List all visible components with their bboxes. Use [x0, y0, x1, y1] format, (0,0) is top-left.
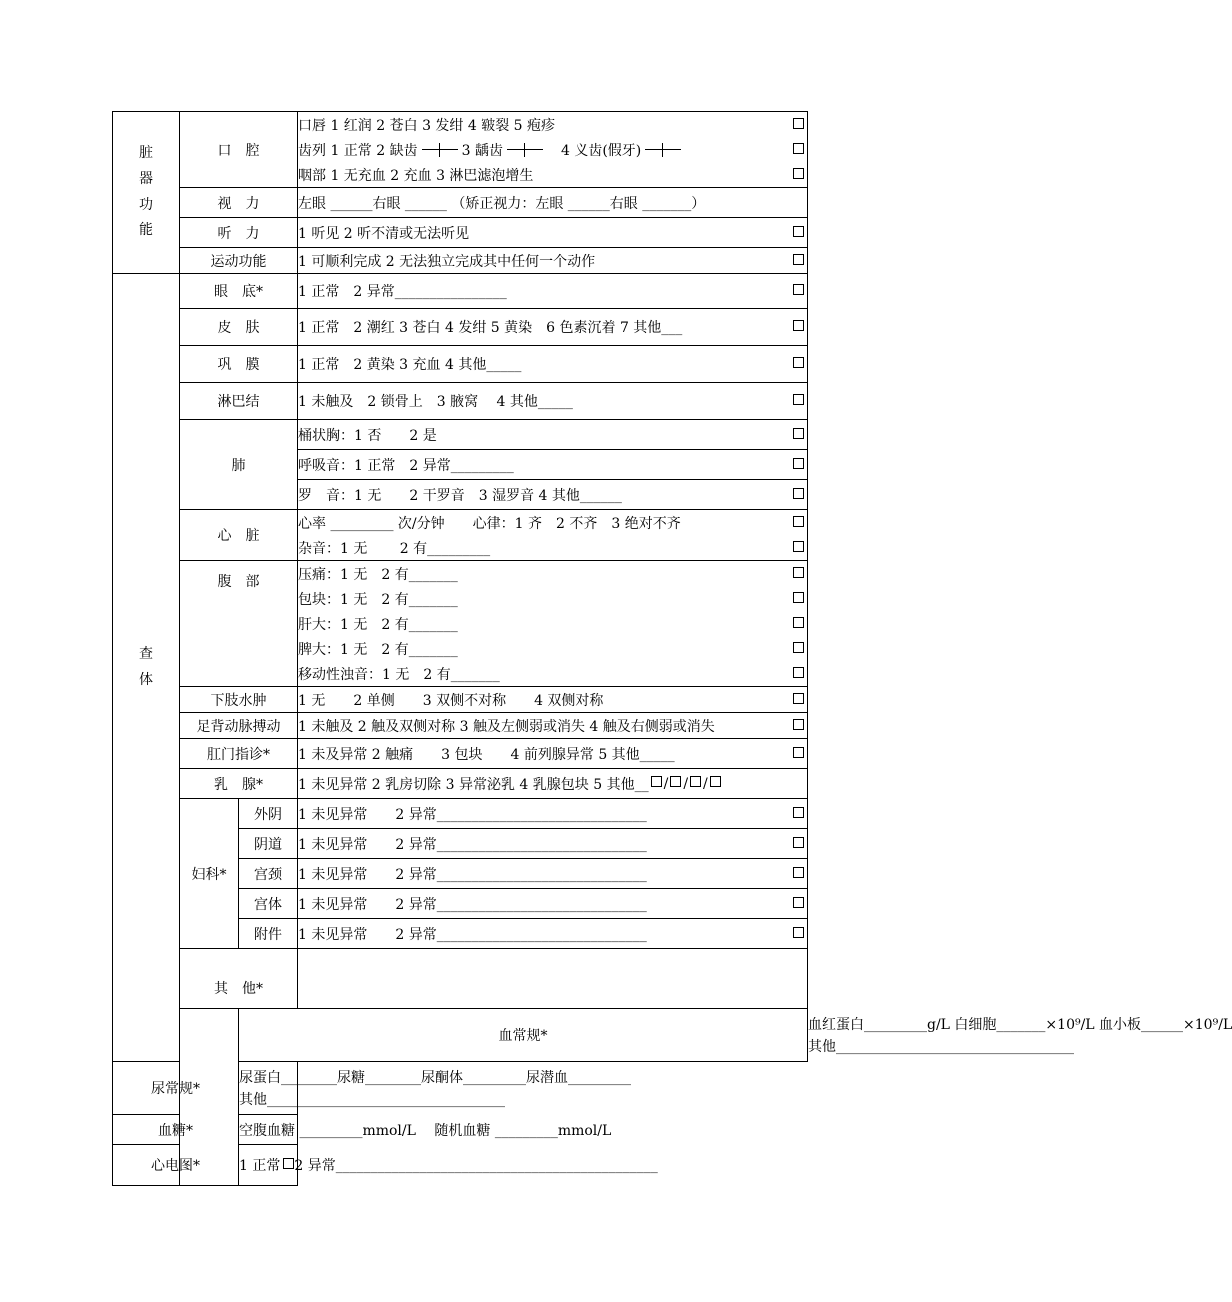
vision-text[interactable]: 左眼 ______右眼 ______ （矫正视力：左眼 ______右眼 _______）	[298, 195, 706, 212]
shifting-dullness-checkbox[interactable]	[793, 667, 804, 678]
fundus-row	[113, 274, 808, 309]
exam-other-label: 其 他*	[180, 949, 298, 1009]
mass-text: 包块：1 无 2 有_______	[298, 591, 458, 608]
motor-row	[113, 248, 808, 274]
blood-routine-line1[interactable]: 血红蛋白_________g/L 白细胞_______×10⁹/L 血小板______×10⁹/L	[808, 1017, 1232, 1033]
sclera-label: 巩 膜	[180, 346, 298, 383]
dentition-text-b: 3 龋齿	[461, 142, 503, 159]
edema-checkbox[interactable]	[793, 693, 804, 704]
vagina-text: 1 未见异常 2 异常______________________________	[298, 836, 647, 853]
breath-sound-checkbox[interactable]	[793, 458, 804, 469]
skin-text: 1 正常 2 潮红 3 苍白 4 发绀 5 黄染 6 色素沉着 7 其他___	[298, 320, 683, 336]
breast-checkbox-4[interactable]	[710, 776, 721, 787]
oral-content	[298, 112, 808, 188]
vision-row	[113, 188, 808, 218]
ecg-checkbox[interactable]	[283, 1158, 294, 1169]
exam-other-row	[113, 949, 808, 1009]
glucose-text[interactable]: 空腹血糖 _________mmol/L 随机血糖 _________mmol/L	[239, 1122, 612, 1139]
cervix-checkbox[interactable]	[793, 867, 804, 878]
fundus-label: 眼 底*	[180, 274, 298, 309]
glucose-label: 血糖*	[113, 1115, 239, 1145]
liver-checkbox[interactable]	[793, 617, 804, 628]
edema-text: 1 无 2 单侧 3 双侧不对称 4 双侧对称	[298, 692, 604, 709]
lung-row	[113, 420, 808, 510]
sclera-row	[113, 346, 808, 383]
pulse-row	[113, 713, 808, 739]
liver-text: 肝大：1 无 2 有_______	[298, 616, 458, 633]
urine-routine-row	[113, 1062, 808, 1115]
adnexa-checkbox[interactable]	[793, 927, 804, 938]
mass-checkbox[interactable]	[793, 592, 804, 603]
vulva-checkbox[interactable]	[793, 807, 804, 818]
organ-section-label: 脏 器 功 能	[113, 112, 180, 274]
urine-routine-line1[interactable]: 尿蛋白________尿糖________尿酮体_________尿潜血_________	[239, 1070, 631, 1086]
murmur-text: 杂音：1 无 2 有_________	[298, 540, 491, 557]
heart-label: 心 脏	[180, 510, 298, 561]
vagina-label: 阴道	[239, 829, 298, 859]
tooth-grid-icon[interactable]	[422, 143, 458, 157]
uterus-label: 宫体	[239, 889, 298, 919]
rectal-row	[113, 739, 808, 769]
tenderness-text: 压痛：1 无 2 有_______	[298, 566, 458, 583]
sclera-checkbox[interactable]	[793, 357, 804, 368]
breath-sound-text: 呼吸音：1 正常 2 异常_________	[298, 457, 514, 474]
dentition-checkbox[interactable]	[793, 143, 804, 154]
lips-checkbox[interactable]	[793, 118, 804, 129]
exam-section-label: 查 体	[113, 274, 180, 1062]
ecg-label: 心电图*	[113, 1145, 239, 1186]
breast-row	[113, 769, 808, 799]
heart-rhythm-checkbox[interactable]	[793, 516, 804, 527]
oral-row	[113, 112, 808, 188]
edema-label: 下肢水肿	[180, 687, 298, 713]
barrel-chest-text: 桶状胸：1 否 2 是	[298, 427, 437, 444]
fundus-text: 1 正常 2 异常________________	[298, 284, 507, 300]
ecg-row	[113, 1145, 808, 1186]
heart-rate-text: 心率 _________ 次/分钟 心律：1 齐 2 不齐 3 绝对不齐	[298, 515, 681, 532]
adnexa-text: 1 未见异常 2 异常______________________________	[298, 926, 647, 943]
pulse-checkbox[interactable]	[793, 719, 804, 730]
rectal-label: 肛门指诊*	[180, 739, 298, 769]
breast-checkbox-1[interactable]	[651, 776, 662, 787]
abdomen-row	[113, 561, 808, 687]
sclera-text: 1 正常 2 黄染 3 充血 4 其他_____	[298, 357, 522, 373]
tooth-grid-icon[interactable]	[645, 143, 681, 157]
lymph-text: 1 未触及 2 锁骨上 3 腋窝 4 其他_____	[298, 394, 573, 410]
cervix-label: 宫颈	[239, 859, 298, 889]
breast-text: 1 未见异常 2 乳房切除 3 异常泌乳 4 乳腺包块 5 其他__	[298, 776, 649, 793]
motor-checkbox[interactable]	[793, 254, 804, 265]
fundus-checkbox[interactable]	[793, 284, 804, 295]
urine-routine-label: 尿常规*	[113, 1062, 239, 1115]
pharynx-checkbox[interactable]	[793, 168, 804, 179]
gyn-vulva-row	[113, 799, 808, 829]
vulva-label: 外阴	[239, 799, 298, 829]
lymph-checkbox[interactable]	[793, 394, 804, 405]
breast-checkbox-3[interactable]	[690, 776, 701, 787]
pharynx-text: 咽部 1 无充血 2 充血 3 淋巴滤泡增生	[298, 167, 534, 184]
abdomen-label: 腹 部	[180, 561, 298, 687]
edema-row	[113, 687, 808, 713]
dentition-text-a: 齿列 1 正常 2 缺齿	[298, 142, 418, 159]
hearing-label: 听 力	[180, 218, 298, 248]
pulse-label: 足背动脉搏动	[180, 713, 298, 739]
vagina-checkbox[interactable]	[793, 837, 804, 848]
health-exam-form	[112, 111, 1232, 1186]
rales-checkbox[interactable]	[793, 488, 804, 499]
motor-text: 1 可顺利完成 2 无法独立完成其中任何一个动作	[298, 253, 596, 270]
motor-label: 运动功能	[180, 248, 298, 274]
ecg-text: 1 正常 2 异常______________________________________________	[239, 1158, 658, 1174]
lymph-row	[113, 383, 808, 420]
breast-checkbox-2[interactable]	[670, 776, 681, 787]
glucose-row	[113, 1115, 808, 1145]
spleen-checkbox[interactable]	[793, 642, 804, 653]
blood-routine-row	[113, 1009, 808, 1062]
rectal-text: 1 未及异常 2 触痛 3 包块 4 前列腺异常 5 其他_____	[298, 746, 675, 763]
vulva-text: 1 未见异常 2 异常______________________________	[298, 806, 647, 823]
shifting-dullness-text: 移动性浊音：1 无 2 有_______	[298, 666, 500, 683]
barrel-chest-checkbox[interactable]	[793, 428, 804, 439]
rales-text: 罗 音：1 无 2 干罗音 3 湿罗音 4 其他______	[298, 487, 622, 504]
gyn-label: 妇科*	[180, 799, 239, 949]
breast-label: 乳 腺*	[180, 769, 298, 799]
spleen-text: 脾大：1 无 2 有_______	[298, 641, 458, 658]
murmur-checkbox[interactable]	[793, 541, 804, 552]
tooth-grid-icon[interactable]	[507, 143, 543, 157]
pulse-text: 1 未触及 2 触及双侧对称 3 触及左侧弱或消失 4 触及右侧弱或消失	[298, 718, 715, 735]
vision-label: 视 力	[180, 188, 298, 218]
hearing-checkbox[interactable]	[793, 226, 804, 237]
heart-row	[113, 510, 808, 561]
hearing-row	[113, 218, 808, 248]
uterus-checkbox[interactable]	[793, 897, 804, 908]
lymph-label: 淋巴结	[180, 383, 298, 420]
urine-routine-line2[interactable]: 其他__________________________________	[239, 1092, 505, 1108]
skin-row	[113, 309, 808, 346]
rectal-checkbox[interactable]	[793, 747, 804, 758]
exam-other-field[interactable]	[298, 949, 808, 1009]
oral-label: 口 腔	[180, 112, 298, 188]
lips-text: 口唇 1 红润 2 苍白 3 发绀 4 皲裂 5 疱疹	[298, 117, 556, 134]
tenderness-checkbox[interactable]	[793, 567, 804, 578]
hearing-text: 1 听见 2 听不清或无法听见	[298, 225, 470, 242]
skin-label: 皮 肤	[180, 309, 298, 346]
adnexa-label: 附件	[239, 919, 298, 949]
breast-multi-checkbox: / / /	[651, 776, 721, 792]
cervix-text: 1 未见异常 2 异常______________________________	[298, 866, 647, 883]
uterus-text: 1 未见异常 2 异常______________________________	[298, 896, 647, 913]
blood-routine-label: 血常规*	[239, 1009, 808, 1062]
dentition-text-c: 4 义齿(假牙)	[560, 142, 642, 159]
skin-checkbox[interactable]	[793, 320, 804, 331]
blood-routine-line2[interactable]: 其他__________________________________	[808, 1039, 1074, 1055]
lung-label: 肺	[180, 420, 298, 510]
